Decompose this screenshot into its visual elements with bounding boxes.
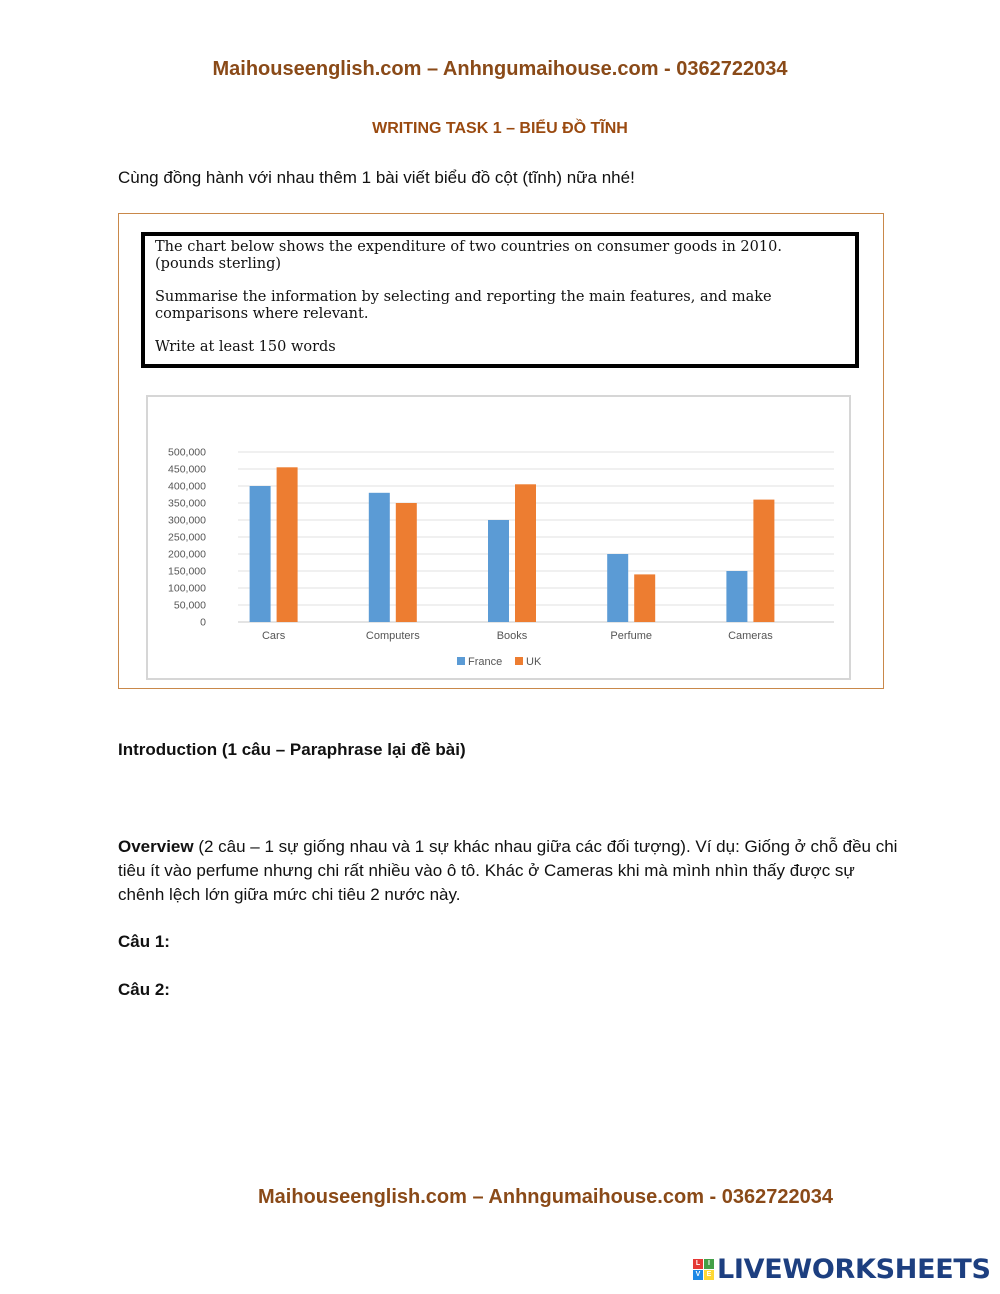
bar-france — [607, 554, 628, 622]
y-tick-label: 0 — [200, 616, 206, 629]
legend-label-uk: UK — [526, 656, 542, 668]
bar-chart — [146, 395, 851, 680]
liveworksheets-logo[interactable] — [693, 1254, 991, 1284]
y-tick-label: 400,000 — [168, 480, 206, 493]
prompt-line-1: The chart below shows the expenditure of two countries on consumer goods in 2010. (pounds sterling) — [155, 239, 782, 272]
y-tick-label: 200,000 — [168, 548, 206, 561]
cau-1-label: Câu 1: — [118, 932, 170, 951]
mark-letter: L — [693, 1259, 703, 1269]
x-tick-label: Cameras — [728, 630, 773, 642]
bar-uk — [277, 467, 298, 622]
bar-france — [488, 520, 509, 622]
y-tick-label: 450,000 — [168, 463, 206, 476]
bar-france — [726, 571, 747, 622]
y-tick-label: 50,000 — [173, 599, 206, 612]
task-frame — [118, 213, 884, 689]
mark-letter: V — [693, 1270, 703, 1280]
overview-label: Overview — [118, 837, 194, 856]
intro-line: Cùng đồng hành với nhau thêm 1 bài viết biểu đồ cột (tĩnh) nữa nhé! — [118, 168, 635, 187]
header-contact: Maihouseenglish.com – Anhngumaihouse.com - 0362722034 — [212, 58, 788, 80]
legend-label-france: France — [468, 656, 503, 668]
overview-paragraph — [118, 835, 898, 907]
x-tick-label: Books — [496, 630, 528, 642]
bar-uk — [396, 503, 417, 622]
y-tick-label: 150,000 — [168, 565, 206, 578]
task-title: WRITING TASK 1 – BIỂU ĐỒ TĨNH — [372, 120, 628, 137]
mark-letter: I — [704, 1259, 714, 1269]
prompt-line-3: Write at least 150 words — [155, 339, 336, 355]
y-tick-label: 350,000 — [168, 497, 206, 510]
x-tick-label: Perfume — [610, 630, 652, 642]
x-tick-label: Computers — [365, 630, 420, 642]
mark-letter: E — [704, 1270, 714, 1280]
liveworksheets-wordmark: LIVEWORKSHEETS — [717, 1253, 991, 1285]
introduction-heading: Introduction (1 câu – Paraphrase lại đề bài) — [118, 740, 466, 759]
bar-france — [369, 493, 390, 622]
y-tick-label: 300,000 — [168, 514, 206, 527]
liveworksheets-mark-icon — [693, 1259, 714, 1280]
x-tick-label: Cars — [261, 630, 286, 642]
chart-svg — [148, 397, 849, 678]
y-tick-label: 500,000 — [168, 446, 206, 459]
overview-text: (2 câu – 1 sự giống nhau và 1 sự khác nhau giữa các đối tượng). Ví dụ: Giống ở chỗ đều chi tiêu ít vào perfume nhưng chi rất nhiều vào ô tô. Khác ở Cameras khi mà mình nhìn thấy được sự chênh lệch lớn giữa mức chi tiêu 2 nước này. — [118, 837, 898, 904]
legend-swatch-uk — [515, 657, 523, 665]
bar-uk — [634, 574, 655, 622]
legend-swatch-france — [457, 657, 465, 665]
bar-uk — [515, 484, 536, 622]
bar-france — [250, 486, 271, 622]
prompt-line-2: Summarise the information by selecting and reporting the main features, and make comparisons where relevant. — [155, 289, 772, 322]
footer-contact: Maihouseenglish.com – Anhngumaihouse.com - 0362722034 — [258, 1186, 833, 1208]
prompt-box — [141, 232, 859, 368]
y-tick-label: 250,000 — [168, 531, 206, 544]
y-tick-label: 100,000 — [168, 582, 206, 595]
bar-uk — [753, 500, 774, 622]
cau-2-label: Câu 2: — [118, 980, 170, 999]
